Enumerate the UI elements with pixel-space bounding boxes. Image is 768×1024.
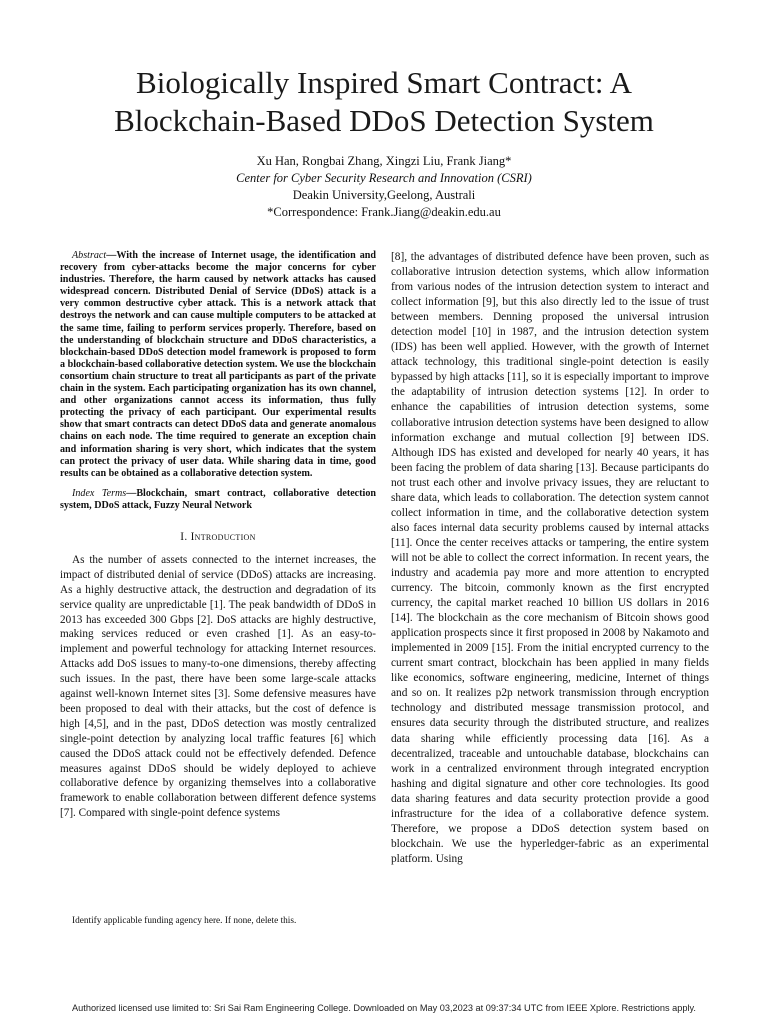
- paper-title: [40, 64, 728, 140]
- title-line-1: Biologically Inspired Smart Contract: A: [136, 65, 632, 100]
- section-number: I.: [180, 530, 191, 543]
- abstract: [60, 250, 376, 480]
- funding-footnote: Identify applicable funding agency here. If none, delete this.: [72, 916, 297, 926]
- abstract-text: —With the increase of Internet usage, the identification and recovery from cyber-attacks become the major concerns for cyber industries. Therefore, the harm caused by network attacks has caused widespread concern. Distributed Denial of Service (DDoS) attack is a very common destructive cyber attack. This is a network attack that destroys the network and can cause multiple computers to be attacked at the same time, failing to perform services properly. Therefore, based on the understanding of blockchain structure and DDoS characteristics, a blockchain-based DDoS detection model framework is proposed to form a blockchain-based collaborative detection system. We use the blockchain consortium chain structure to treat all participants as part of the private chain in the system. Each participating organization has its own channel, and other organizations cannot access its information, thus fully protecting the privacy of each participant. Our experimental results show that smart contracts can detect DDoS data and generate anomalous chains on each node. The time required to generate an exception chain and information sharing is very short, which indicates that the system can protect the privacy of user data. While sharing data in time, good results can be obtained as a collaborative detection system.: [60, 250, 376, 479]
- correspondence: *Correspondence: Frank.Jiang@deakin.edu.au: [267, 205, 501, 219]
- index-terms: [60, 488, 376, 512]
- right-column-text: [8], the advantages of distributed defence have been proven, such as collaborative intrusion detection systems, which allow information from various nodes of the intrusion detection system to interact and collect information [9], but this also directly led to the issue of trust between members. Denning proposed the universal intrusion detection model [10] in 1987, and the intrusion detection system (IDS) has been well applied. However, with the growth of Internet attack technology, this traditional single-point detection is easily bypassed by high attacks [11], so it is especially important to improve the adaptability of intrusion detection systems [12]. In order to enhance the capabilities of intrusion detection systems, some collaborative intrusion detection systems have been designed to allow information exchange and mutual collection [9] between IDS. Although IDS has existed and developed for nearly 40 years, it has been facing the problem of data sharing [13]. Because participants do not trust each other and involve privacy issues, they are reluctant to share data, which leads to collaboration. The detection system cannot collect information in time, and the collaborative detection system also faces internal data security problems caused by internal attacks [11]. Once the center receives attacks or tampering, the entire system will not be able to collect the correct information. In recent years, the industry and academia pay more and more attention to encrypted currency. The bitcoin, commonly known as the first encrypted currency, the capital market reached 10 billion US dollars in 2016 [14]. The blockchain as the core mechanism of Bitcoin shows good application prospects since it first proposed in 2008 by Nakamoto and implemented in 2009 [15]. From the initial encrypted currency to the current smart contract, blockchain has been applied in many fields like economics, software engineering, medicine, Internet of things and so on. It realizes p2p network transmission through encryption technology and distributed message transmission protocol, and ensures data security through the distributed structure, and realizes data sharing while efficiently processing data [16]. As a decentralized, traceable and untouchable database, blockchains can work in a centralized environment through integrated encryption hashing and digital signature and other core technologies. Its good data sharing features and data security protection provide a good infrastructure for the idea of a collaborative defence system. Therefore, we propose a DDoS detection system based on blockchain. We use the hyperledger-fabric as an experimental platform. Using: [391, 251, 709, 865]
- index-terms-label: Index Terms: [72, 487, 127, 499]
- affiliation: Center for Cyber Security Research and Innovation (CSRI): [236, 171, 532, 185]
- author-names: Xu Han, Rongbai Zhang, Xingzi Liu, Frank Jiang*: [256, 154, 512, 168]
- university: Deakin University,Geelong, Australi: [292, 188, 476, 202]
- right-column: [391, 250, 709, 867]
- intro-paragraph: As the number of assets connected to the internet increases, the impact of distributed denial of service (DDoS) attacks are increasing. As a highly destructive attack, the destruction and degradation of its service quality are unpredictable [1]. The peak bandwidth of DDoS in 2013 has exceeded 300 Gbps [2]. DoS attacks are highly destructive, making services reduced or even crashed [1]. As an easy-to-implement and powerful technology for attacking Internet resources. Attacks add DoS issues to many-to-one dimensions, thereby affecting such issues. In the past, there have been some large-scale attacks against well-known Internet sites [3]. Some defensive measures have been proposed to deal with their attacks, but the cost of defence is high [4,5], and in the past, DDoS detection was mostly centralized single-point detection by analyzing local traffic features [6] which caused the DDoS attack could not be effectively defended. Defence measures against DDoS should be widely deployed to achieve collaborative defence by organizing themselves into a collaborative framework to enable collaboration between different defence systems [7]. Compared with single-point defence systems: [60, 553, 376, 820]
- index-terms-text: —Blockchain, smart contract, collaborative detection system, DDoS attack, Fuzzy Neural Network: [60, 487, 376, 511]
- authorized-use-notice: Authorized licensed use limited to: Sri Sai Ram Engineering College. Downloaded on May 03,2023 at 09:37:34 UTC from IEEE Xplore. Restrictions apply.: [72, 1003, 696, 1013]
- section-title: Introduction: [190, 530, 256, 543]
- title-line-2: Blockchain-Based DDoS Detection System: [114, 103, 654, 138]
- abstract-label: Abstract: [72, 250, 107, 261]
- left-column: [60, 250, 376, 821]
- section-heading: [60, 530, 376, 545]
- author-block: [40, 153, 728, 221]
